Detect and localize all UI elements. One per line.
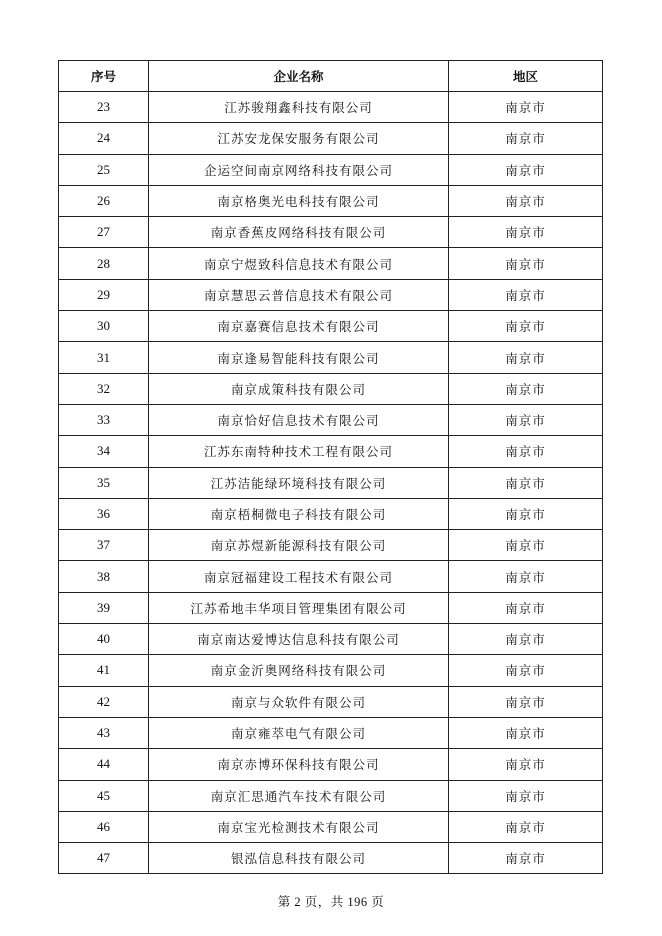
row-region: 南京市 [449, 373, 603, 404]
row-index: 32 [59, 373, 149, 404]
header-company-name: 企业名称 [149, 61, 449, 92]
row-region: 南京市 [449, 154, 603, 185]
row-region: 南京市 [449, 185, 603, 216]
row-company-name: 南京香蕉皮网络科技有限公司 [149, 217, 449, 248]
row-company-name: 南京恰好信息技术有限公司 [149, 404, 449, 435]
table-row [59, 154, 603, 185]
table-row [59, 749, 603, 780]
row-company-name: 南京汇思通汽车技术有限公司 [149, 780, 449, 811]
row-index: 42 [59, 686, 149, 717]
row-company-name: 南京慧思云普信息技术有限公司 [149, 279, 449, 310]
row-company-name: 南京梧桐微电子科技有限公司 [149, 498, 449, 529]
row-index: 36 [59, 498, 149, 529]
row-company-name: 南京成策科技有限公司 [149, 373, 449, 404]
row-index: 44 [59, 749, 149, 780]
row-index: 23 [59, 92, 149, 123]
row-index: 41 [59, 655, 149, 686]
row-company-name: 南京格奥光电科技有限公司 [149, 185, 449, 216]
table-row [59, 655, 603, 686]
table-row [59, 686, 603, 717]
table-row [59, 561, 603, 592]
row-index: 30 [59, 311, 149, 342]
table-row [59, 592, 603, 623]
table-body [59, 92, 603, 874]
row-index: 24 [59, 123, 149, 154]
table-row [59, 467, 603, 498]
table-row [59, 185, 603, 216]
table-row [59, 342, 603, 373]
row-region: 南京市 [449, 717, 603, 748]
row-company-name: 江苏洁能绿环境科技有限公司 [149, 467, 449, 498]
row-region: 南京市 [449, 404, 603, 435]
row-index: 33 [59, 404, 149, 435]
row-index: 45 [59, 780, 149, 811]
row-index: 35 [59, 467, 149, 498]
row-company-name: 南京与众软件有限公司 [149, 686, 449, 717]
row-index: 31 [59, 342, 149, 373]
table-row [59, 780, 603, 811]
row-region: 南京市 [449, 624, 603, 655]
row-index: 38 [59, 561, 149, 592]
row-region: 南京市 [449, 592, 603, 623]
row-region: 南京市 [449, 811, 603, 842]
company-table [58, 60, 603, 874]
row-region: 南京市 [449, 123, 603, 154]
row-index: 39 [59, 592, 149, 623]
row-index: 25 [59, 154, 149, 185]
table-row [59, 498, 603, 529]
row-region: 南京市 [449, 498, 603, 529]
table-row [59, 530, 603, 561]
row-region: 南京市 [449, 655, 603, 686]
row-company-name: 南京冠福建设工程技术有限公司 [149, 561, 449, 592]
row-company-name: 江苏骏翔鑫科技有限公司 [149, 92, 449, 123]
row-region: 南京市 [449, 248, 603, 279]
table-row [59, 311, 603, 342]
row-region: 南京市 [449, 686, 603, 717]
row-index: 43 [59, 717, 149, 748]
row-index: 34 [59, 436, 149, 467]
row-index: 40 [59, 624, 149, 655]
row-index: 46 [59, 811, 149, 842]
row-company-name: 南京苏煜新能源科技有限公司 [149, 530, 449, 561]
row-region: 南京市 [449, 92, 603, 123]
row-company-name: 南京宁煜致科信息技术有限公司 [149, 248, 449, 279]
table-row [59, 404, 603, 435]
row-company-name: 江苏希地丰华项目管理集团有限公司 [149, 592, 449, 623]
table-row [59, 248, 603, 279]
row-region: 南京市 [449, 561, 603, 592]
row-region: 南京市 [449, 530, 603, 561]
row-company-name: 南京雍萃电气有限公司 [149, 717, 449, 748]
row-company-name: 南京逢易智能科技有限公司 [149, 342, 449, 373]
table-row [59, 717, 603, 748]
row-company-name: 银泓信息科技有限公司 [149, 843, 449, 874]
page-footer: 第 2 页，共 196 页 [277, 895, 385, 909]
table-row [59, 123, 603, 154]
table-row [59, 373, 603, 404]
row-company-name: 南京赤博环保科技有限公司 [149, 749, 449, 780]
row-company-name: 南京宝光检测技术有限公司 [149, 811, 449, 842]
table-row [59, 92, 603, 123]
row-region: 南京市 [449, 279, 603, 310]
table-row [59, 624, 603, 655]
company-table-container [58, 60, 602, 874]
row-index: 47 [59, 843, 149, 874]
row-index: 37 [59, 530, 149, 561]
row-index: 29 [59, 279, 149, 310]
table-row [59, 811, 603, 842]
row-region: 南京市 [449, 217, 603, 248]
row-company-name: 南京南达爱博达信息科技有限公司 [149, 624, 449, 655]
row-company-name: 江苏安龙保安服务有限公司 [149, 123, 449, 154]
row-region: 南京市 [449, 780, 603, 811]
row-region: 南京市 [449, 311, 603, 342]
row-company-name: 企运空间南京网络科技有限公司 [149, 154, 449, 185]
row-region: 南京市 [449, 342, 603, 373]
header-row [59, 61, 603, 92]
table-row [59, 843, 603, 874]
table-row [59, 279, 603, 310]
row-company-name: 江苏东南特种技术工程有限公司 [149, 436, 449, 467]
row-index: 27 [59, 217, 149, 248]
row-region: 南京市 [449, 467, 603, 498]
row-company-name: 南京嘉赛信息技术有限公司 [149, 311, 449, 342]
row-index: 26 [59, 185, 149, 216]
row-region: 南京市 [449, 436, 603, 467]
table-row [59, 436, 603, 467]
row-index: 28 [59, 248, 149, 279]
table-row [59, 217, 603, 248]
row-region: 南京市 [449, 749, 603, 780]
row-region: 南京市 [449, 843, 603, 874]
table-header [59, 61, 603, 92]
header-index: 序号 [59, 61, 149, 92]
row-company-name: 南京金沂奥网络科技有限公司 [149, 655, 449, 686]
header-region: 地区 [449, 61, 603, 92]
